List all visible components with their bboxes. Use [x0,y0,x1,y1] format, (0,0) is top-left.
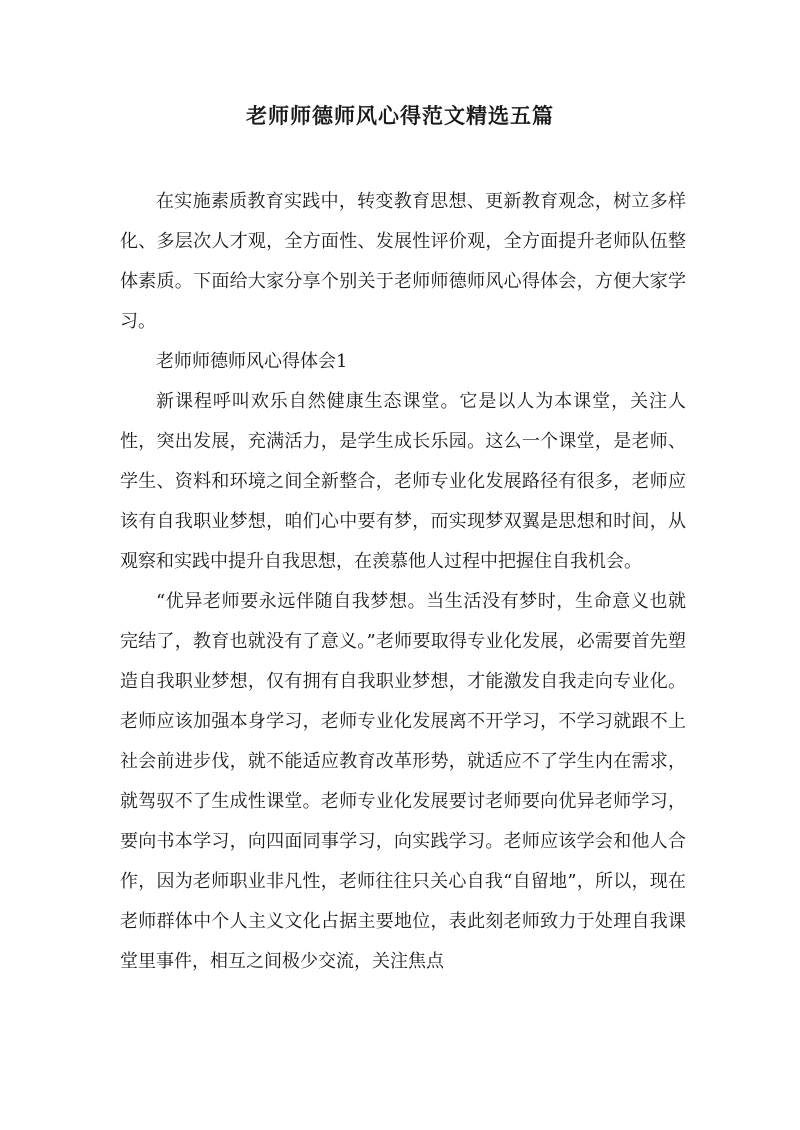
body-paragraph: 新课程呼叫欢乐自然健康生态课堂。它是以人为本课堂，关注人性，突出发展，充满活力，是学生成长乐园。这么一个课堂，是老师、学生、资料和环境之间全新整合，老师专业化发展路径有很多，老师应该有自我职业梦想，咱们心中要有梦，而实现梦双翼是思想和时间，从观察和实践中提升自我思想，在羡慕他人过程中把握住自我机会。 [120,391,686,572]
body-paragraph: “优异老师要永远伴随自我梦想。当生活没有梦时，生命意义也就完结了，教育也就没有了意义。”老师要取得专业化发展，必需要首先塑造自我职业梦想，仅有拥有自我职业梦想，才能激发自我走向专业化。老师应该加强本身学习，老师专业化发展离不开学习，不学习就跟不上社会前进步伐，就不能适应教育改革形势，就适应不了学生内在需求，就驾驭不了生成性课堂。老师专业化发展要讨老师要向优异老师学习，要向书本学习，向四面同事学习，向实践学习。老师应该学会和他人合作，因为老师职业非凡性，老师往往只关心自我“自留地”，所以，现在老师群体中个人主义文化占据主要地位，表此刻老师致力于处理自我课堂里事件，相互之间极少交流，关注焦点 [120,591,686,972]
document-body [120,182,686,982]
intro-paragraph: 在实施素质教育实践中，转变教育思想、更新教育观念，树立多样化、多层次人才观，全方面性、发展性评价观，全方面提升老师队伍整体素质。下面给大家分享个别关于老师师德师风心得体会，方便大家学习。 [120,191,686,332]
section-heading: 老师师德师风心得体会1 [156,351,348,372]
document-title: 老师师德师风心得范文精选五篇 [246,103,554,128]
